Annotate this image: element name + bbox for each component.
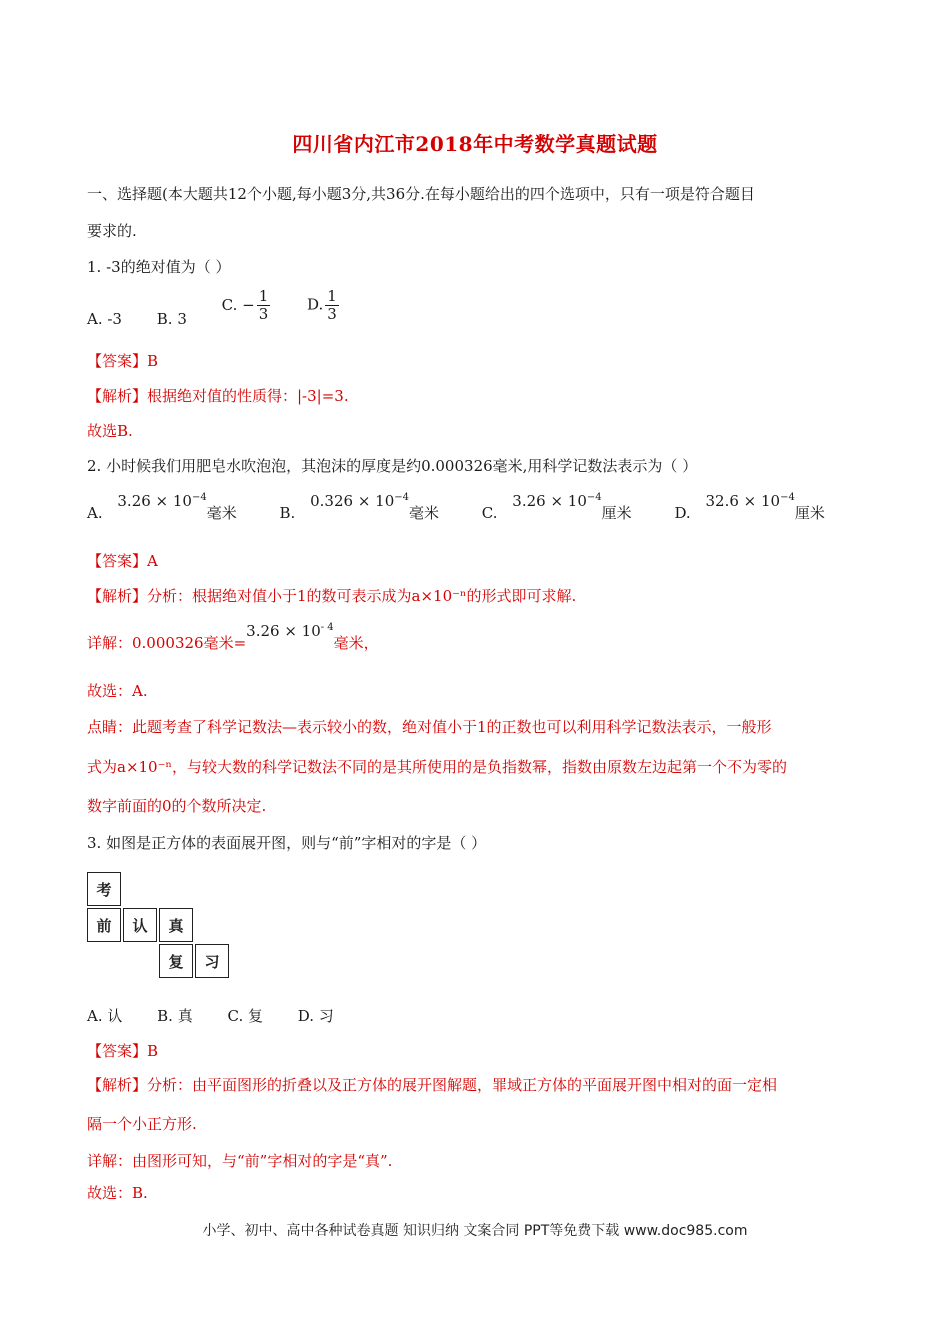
q1-conclusion: 故选B. — [87, 422, 133, 440]
q1-option-d-prefix: D. — [307, 295, 324, 314]
q3-detail: 详解：由图形可知，与“前”字相对的字是“真”. — [87, 1152, 393, 1170]
q2-option-c-exponent: −4 — [586, 492, 602, 503]
q1-option-c-fraction — [257, 288, 271, 323]
q3-analysis-line2: 隔一个小正方形. — [87, 1115, 197, 1133]
q3-option-c: C. 复 — [227, 1007, 263, 1025]
q2-option-c-label: C. — [481, 504, 498, 522]
q2-option-a-label: A. — [87, 504, 103, 522]
q2-option-c-value — [512, 492, 601, 510]
q1-option-d-numerator: 1 — [327, 287, 337, 305]
cube-net-figure — [87, 872, 232, 980]
q2-option-c-unit: 厘米 — [601, 504, 632, 522]
q2-option-b-unit: 毫米 — [409, 504, 440, 522]
q2-stem: 2. 小时候我们用肥皂水吹泡泡，其泡沫的厚度是约0.000326毫米,用科学记数法表示为（ ） — [87, 457, 698, 475]
q3-options — [87, 1005, 364, 1026]
q2-detail-exponent: - 4 — [320, 622, 334, 633]
q2-option-d-value — [705, 492, 794, 510]
q1-option-a: A. -3 — [87, 309, 122, 328]
q2-detail-base: 3.26 × 10 — [246, 622, 321, 640]
cube-net-cell-xi: 习 — [195, 944, 229, 978]
q1-stem: 1. -3的绝对值为（ ） — [87, 258, 231, 276]
q1-option-c-numerator: 1 — [258, 287, 269, 305]
cube-net-cell-qian: 前 — [87, 908, 121, 942]
cube-net-cell-ren: 认 — [123, 908, 157, 942]
q2-option-a-base: 3.26 × 10 — [117, 492, 192, 510]
q1-option-c — [222, 288, 273, 323]
q1-option-d-denominator: 3 — [327, 305, 337, 323]
q2-option-d-label: D. — [674, 504, 691, 522]
q2-option-b-base: 0.326 × 10 — [310, 492, 395, 510]
q2-detail-value — [246, 622, 334, 640]
q1-option-c-prefix: C. − — [221, 295, 255, 314]
section-intro-line1: 一、选择题(本大题共12个小题,每小题3分,共36分.在每小题给出的四个选项中，只有一项是符合题目 — [87, 185, 755, 203]
q1-options — [87, 287, 371, 328]
q3-analysis-line1: 【解析】分析：由平面图形的折叠以及正方体的展开图解题，罪域正方体的平面展开图中相对的面一定相 — [87, 1076, 778, 1094]
q3-option-d: D. 习 — [297, 1007, 334, 1025]
q3-option-a: A. 认 — [87, 1007, 123, 1025]
section-intro-line2: 要求的. — [87, 222, 137, 240]
q2-detail-prefix: 详解：0.000326毫米= — [87, 634, 247, 652]
q3-option-b: B. 真 — [157, 1007, 193, 1025]
q1-analysis: 【解析】根据绝对值的性质得：|-3|=3. — [87, 387, 349, 405]
q3-conclusion: 故选：B. — [87, 1184, 148, 1202]
q1-option-b: B. 3 — [156, 309, 187, 328]
q2-note-line2: 式为a×10⁻ⁿ，与较大数的科学记数法不同的是其所使用的是负指数幂，指数由原数左边起第一个不为零的 — [87, 758, 788, 776]
q2-note-line1: 点睛：此题考查了科学记数法—表示较小的数，绝对值小于1的正数也可以利用科学记数法表示，一般形 — [87, 718, 772, 736]
q2-detail-suffix: 毫米， — [333, 634, 379, 652]
q2-option-a-exponent: −4 — [191, 492, 207, 503]
page-title: 四川省内江市2018年中考数学真题试题 — [292, 132, 658, 156]
q2-option-b-label: B. — [279, 504, 296, 522]
q2-conclusion: 故选：A. — [87, 682, 148, 700]
q1-answer: 【答案】B — [87, 352, 159, 370]
q2-option-b-value — [310, 492, 409, 510]
cube-net-cell-kao: 考 — [87, 872, 121, 906]
q2-option-b-exponent: −4 — [394, 492, 409, 503]
q2-option-d-unit: 厘米 — [794, 504, 825, 522]
cube-net-cell-fu: 复 — [159, 944, 193, 978]
q2-option-d-base: 32.6 × 10 — [705, 492, 781, 510]
q2-analysis: 【解析】分析：根据绝对值小于1的数可表示成为a×10⁻ⁿ的形式即可求解. — [87, 587, 577, 605]
cube-net-cell-zhen: 真 — [159, 908, 193, 942]
footer-watermark: 小学、初中、高中各种试卷真题 知识归纳 文案合同 PPT等免费下载 www.doc985.com — [202, 1223, 748, 1239]
q3-answer: 【答案】B — [87, 1042, 159, 1060]
q1-option-d-fraction — [325, 288, 339, 323]
q2-option-a-unit: 毫米 — [206, 504, 237, 522]
q1-option-c-denominator: 3 — [258, 305, 269, 323]
q1-option-d — [307, 288, 341, 323]
q2-option-d-exponent: −4 — [780, 492, 795, 503]
q2-note-line3: 数字前面的0的个数所决定. — [87, 797, 267, 815]
q3-stem: 3. 如图是正方体的表面展开图，则与“前”字相对的字是（ ） — [87, 834, 487, 852]
q2-answer: 【答案】A — [87, 552, 158, 570]
q2-option-c-base: 3.26 × 10 — [512, 492, 587, 510]
q2-option-a-value — [117, 492, 206, 510]
